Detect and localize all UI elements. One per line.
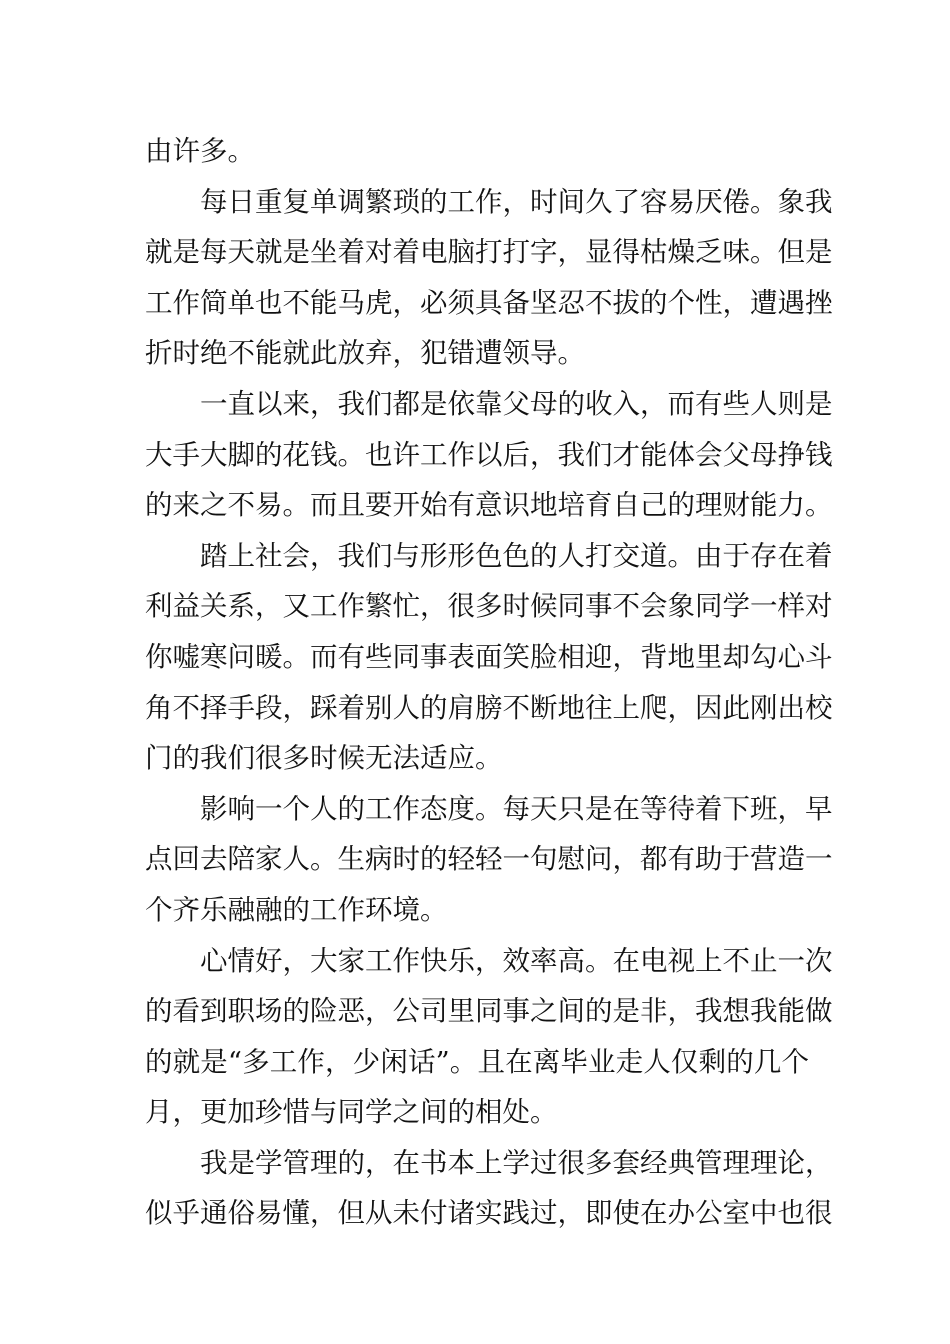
text-line: 我是学管理的，在书本上学过很多套经典管理理论， (200, 1146, 833, 1179)
text-line: 的就是“多工作，少闲话”。且在离毕业走人仅剩的几个 (145, 1045, 809, 1078)
paragraph (145, 177, 833, 379)
text-line: 门的我们很多时候无法适应。 (145, 742, 503, 775)
paragraph (145, 531, 833, 784)
text-line: 每日重复单调繁琐的工作，时间久了容易厌倦。象我 (200, 185, 833, 218)
text-line: 点回去陪家人。生病时的轻轻一句慰问，都有助于营造一 (145, 843, 833, 876)
paragraph (145, 1138, 833, 1239)
text-line: 月，更加珍惜与同学之间的相处。 (145, 1096, 558, 1129)
paragraph (145, 126, 809, 177)
text-line: 个齐乐融融的工作环境。 (145, 893, 448, 926)
text-line: 就是每天就是坐着对着电脑打打字，显得枯燥乏味。但是 (145, 236, 833, 269)
text-line: 影响一个人的工作态度。每天只是在等待着下班，早 (200, 792, 833, 825)
paragraph (145, 936, 833, 1138)
text-line: 角不择手段，踩着别人的肩膀不断地往上爬，因此刚出校 (145, 691, 833, 724)
text-line: 的看到职场的险恶，公司里同事之间的是非，我想我能做 (145, 995, 833, 1028)
text-line: 的来之不易。而且要开始有意识地培育自己的理财能力。 (145, 489, 833, 522)
text-line: 大手大脚的花钱。也许工作以后，我们才能体会父母挣钱 (145, 438, 833, 471)
text-line: 利益关系，又工作繁忙，很多时候同事不会象同学一样对 (145, 590, 833, 623)
text-line: 工作简单也不能马虎，必须具备坚忍不拔的个性，遭遇挫 (145, 286, 833, 319)
text-line: 心情好，大家工作快乐，效率高。在电视上不止一次 (200, 944, 833, 977)
text-line: 折时绝不能就此放弃，犯错遭领导。 (145, 337, 585, 370)
paragraph (145, 784, 833, 936)
text-line: 踏上社会，我们与形形色色的人打交道。由于存在着 (200, 539, 833, 572)
text-line: 一直以来，我们都是依靠父母的收入，而有些人则是 (200, 387, 833, 420)
document-body (145, 126, 833, 1239)
text-line: 似乎通俗易懂，但从未付诸实践过，即使在办公室中也很 (145, 1197, 833, 1230)
text-line: 由许多。 (145, 135, 255, 167)
paragraph (145, 379, 833, 531)
text-line: 你嘘寒问暖。而有些同事表面笑脸相迎，背地里却勾心斗 (145, 640, 833, 673)
